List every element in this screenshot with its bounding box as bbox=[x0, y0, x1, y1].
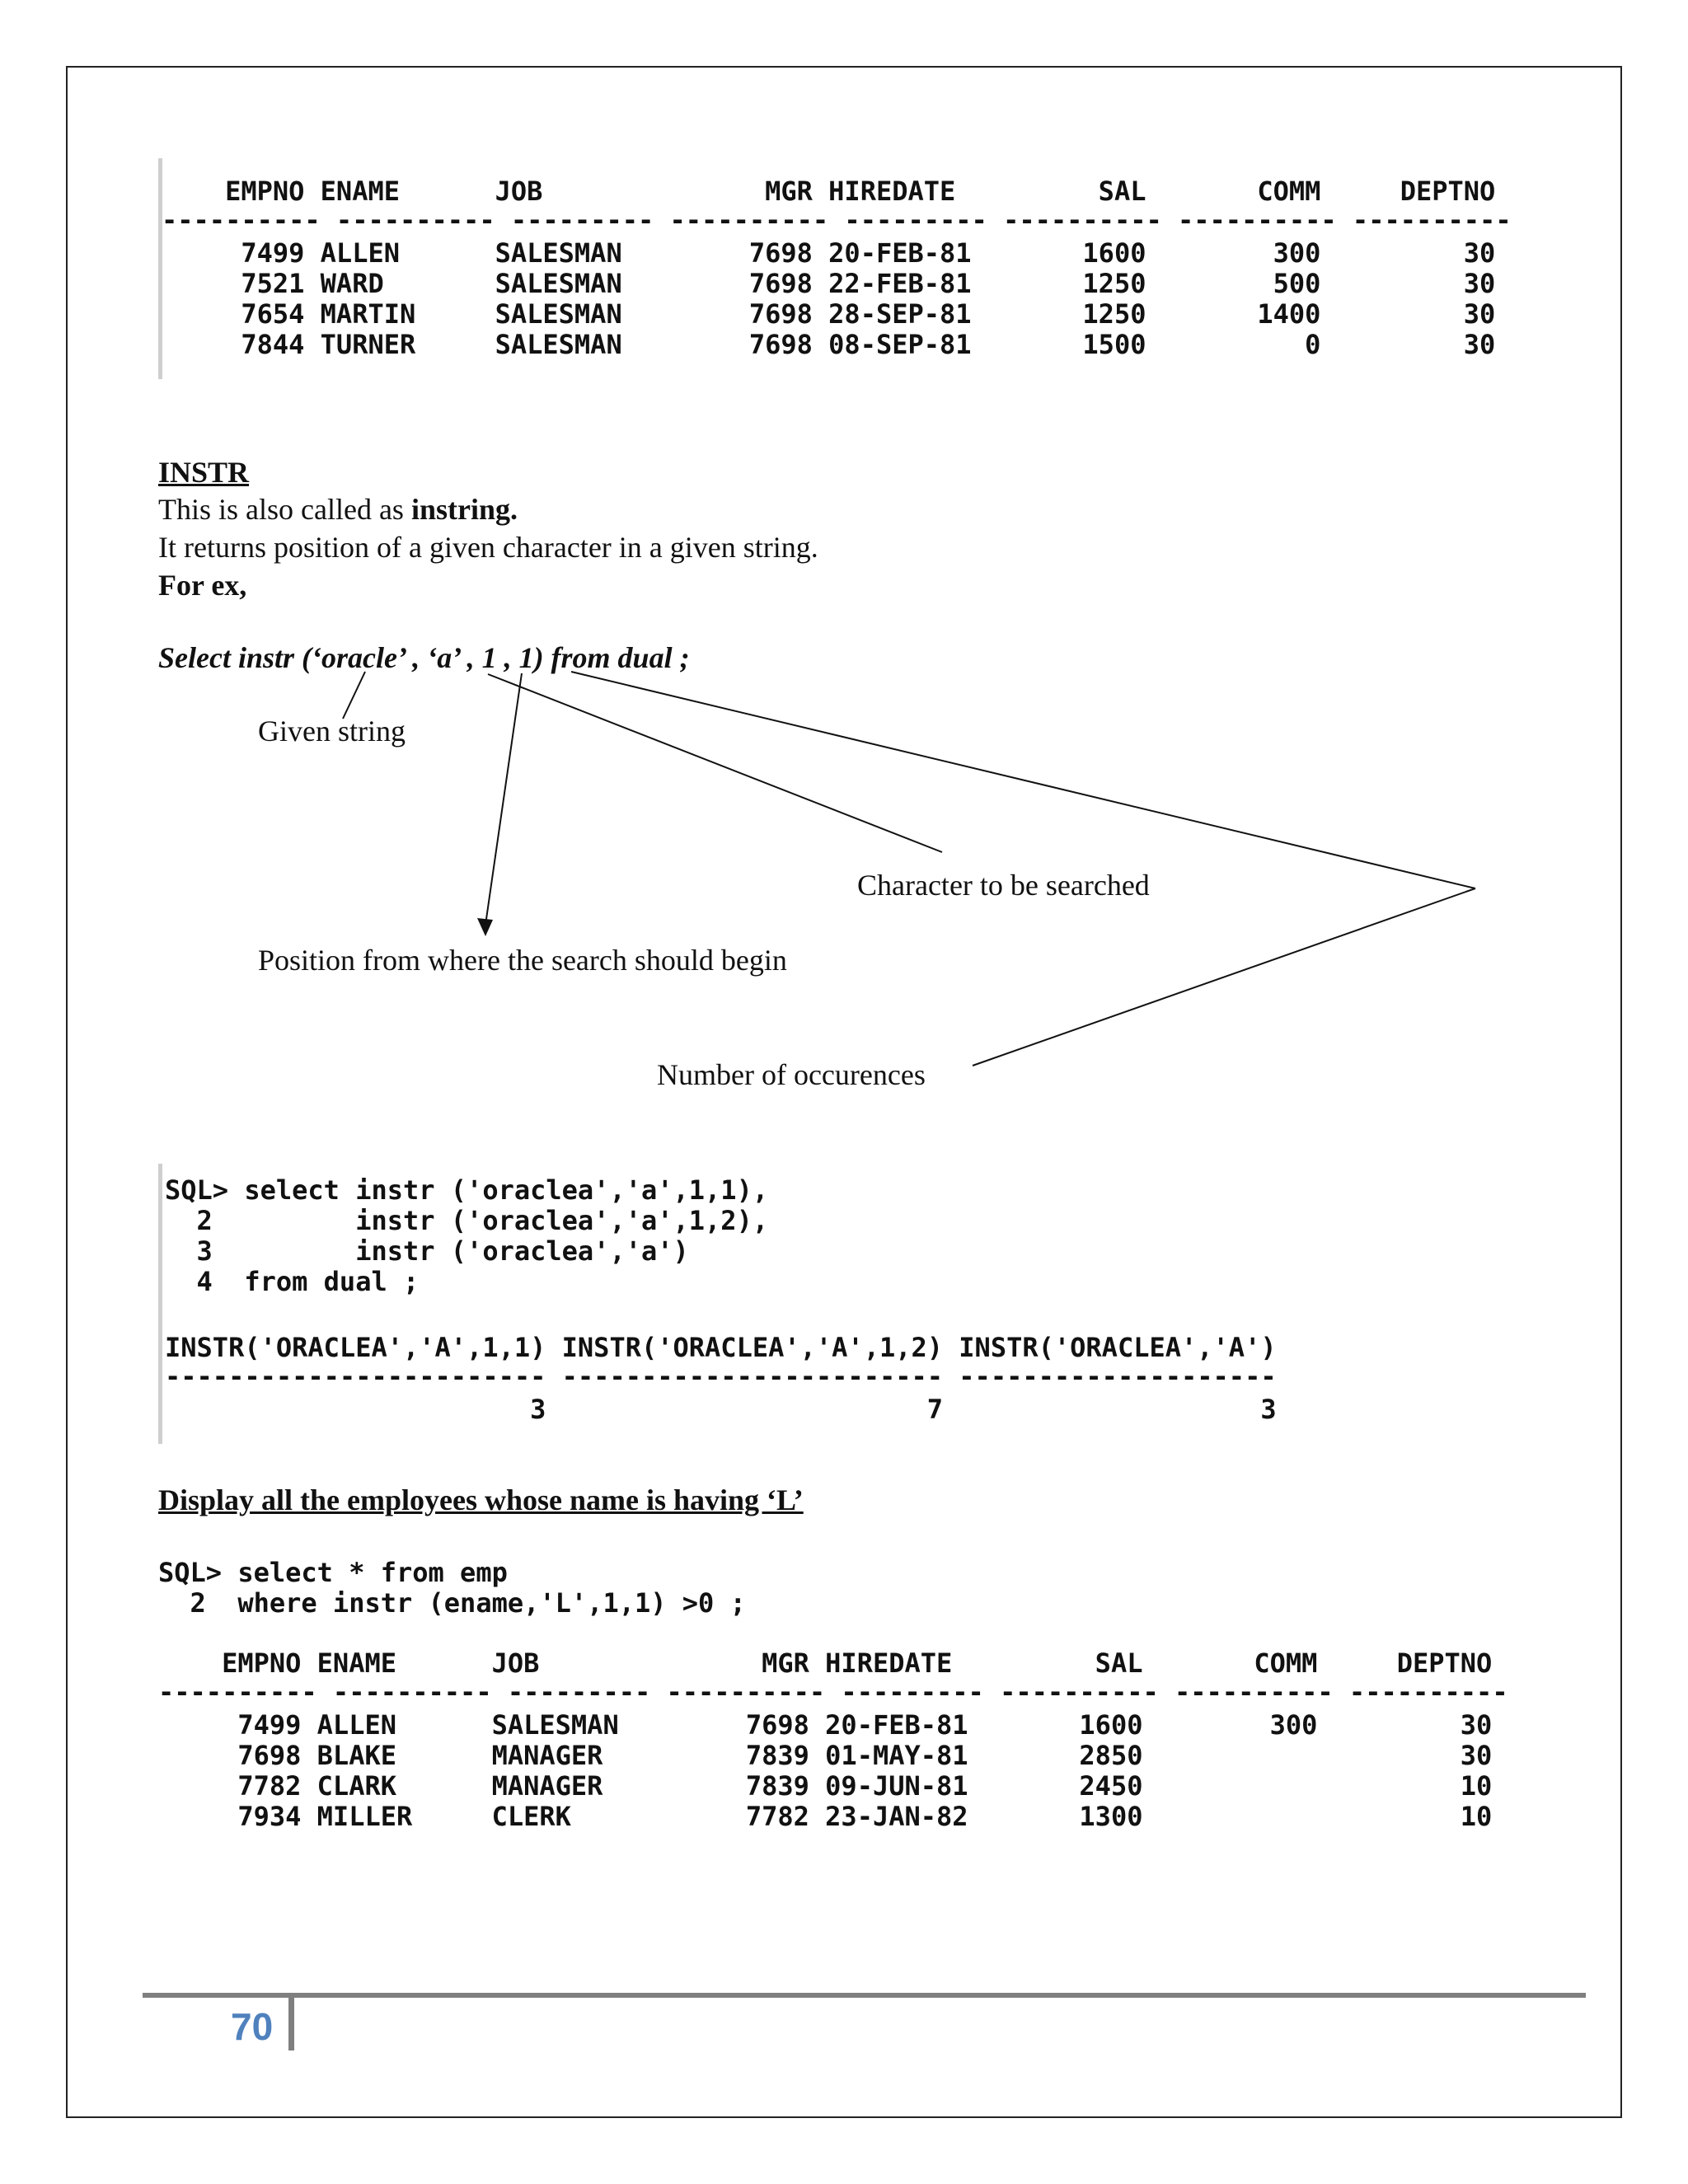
page-number-divider bbox=[288, 1998, 294, 2050]
given-string-label: Given string bbox=[258, 715, 406, 748]
table-row: 7499 ALLEN SALESMAN 7698 20-FEB-81 1600 300 30 bbox=[162, 237, 1496, 269]
code-block-bar bbox=[158, 1164, 162, 1444]
footer-rule bbox=[143, 1993, 1586, 1998]
table-row: 7499 ALLEN SALESMAN 7698 20-FEB-81 1600 300 30 bbox=[158, 1709, 1493, 1741]
sql-result-row: 3 7 3 bbox=[165, 1394, 1277, 1425]
instr-line-1-text: This is also called as bbox=[158, 493, 411, 526]
sql-line: 4 from dual ; bbox=[165, 1266, 420, 1297]
instr-example: Select instr (‘oracle’ , ‘a’ , 1 , 1) from dual ; bbox=[158, 641, 690, 674]
table-row: 7654 MARTIN SALESMAN 7698 28-SEP-81 1250 1400 30 bbox=[162, 298, 1496, 330]
sql-result-rule: ------------------------ ------------------------ -------------------- bbox=[165, 1361, 1277, 1392]
table-row: 7844 TURNER SALESMAN 7698 08-SEP-81 1500 0 30 bbox=[162, 329, 1496, 360]
bottom-table-rule: ---------- ---------- --------- ---------- --------- ---------- ---------- ---------- bbox=[158, 1676, 1508, 1708]
sql-result-header: INSTR('ORACLEA','A',1,1) INSTR('ORACLEA','A',1,2) INSTR('ORACLEA','A') bbox=[165, 1332, 1277, 1363]
sql-line: 3 instr ('oraclea','a') bbox=[165, 1235, 689, 1267]
sql-line: SQL> select * from emp bbox=[158, 1557, 508, 1588]
instr-line-2: It returns position of a given character in a given string. bbox=[158, 531, 818, 564]
table-row: 7521 WARD SALESMAN 7698 22-FEB-81 1250 500 30 bbox=[162, 268, 1496, 299]
page-number: 70 bbox=[231, 2005, 274, 2048]
table-row: 7934 MILLER CLERK 7782 23-JAN-82 1300 10 bbox=[158, 1801, 1493, 1832]
occurrences-label: Number of occurences bbox=[657, 1058, 926, 1091]
instr-line-3: For ex, bbox=[158, 569, 247, 602]
instr-heading: INSTR bbox=[158, 456, 250, 489]
instr-line-1-bold: instring. bbox=[410, 493, 518, 526]
sql-line: SQL> select instr ('oraclea','a',1,1), bbox=[165, 1174, 769, 1206]
position-label: Position from where the search should begin bbox=[258, 944, 787, 977]
table-row: 7782 CLARK MANAGER 7839 09-JUN-81 2450 10 bbox=[158, 1770, 1493, 1802]
display-heading: Display all the employees whose name is having ‘L’ bbox=[158, 1483, 804, 1516]
table-row: 7698 BLAKE MANAGER 7839 01-MAY-81 2850 30 bbox=[158, 1740, 1493, 1771]
bottom-table-header: EMPNO ENAME JOB MGR HIREDATE SAL COMM DEPTNO bbox=[158, 1647, 1493, 1679]
top-table-rule: ---------- ---------- --------- ---------- --------- ---------- ---------- ---------- bbox=[162, 204, 1512, 236]
character-label: Character to be searched bbox=[857, 869, 1150, 902]
top-table-header: EMPNO ENAME JOB MGR HIREDATE SAL COMM DEPTNO bbox=[162, 176, 1496, 207]
sql-line: 2 where instr (ename,'L',1,1) >0 ; bbox=[158, 1587, 746, 1619]
sql-line: 2 instr ('oraclea','a',1,2), bbox=[165, 1205, 769, 1236]
